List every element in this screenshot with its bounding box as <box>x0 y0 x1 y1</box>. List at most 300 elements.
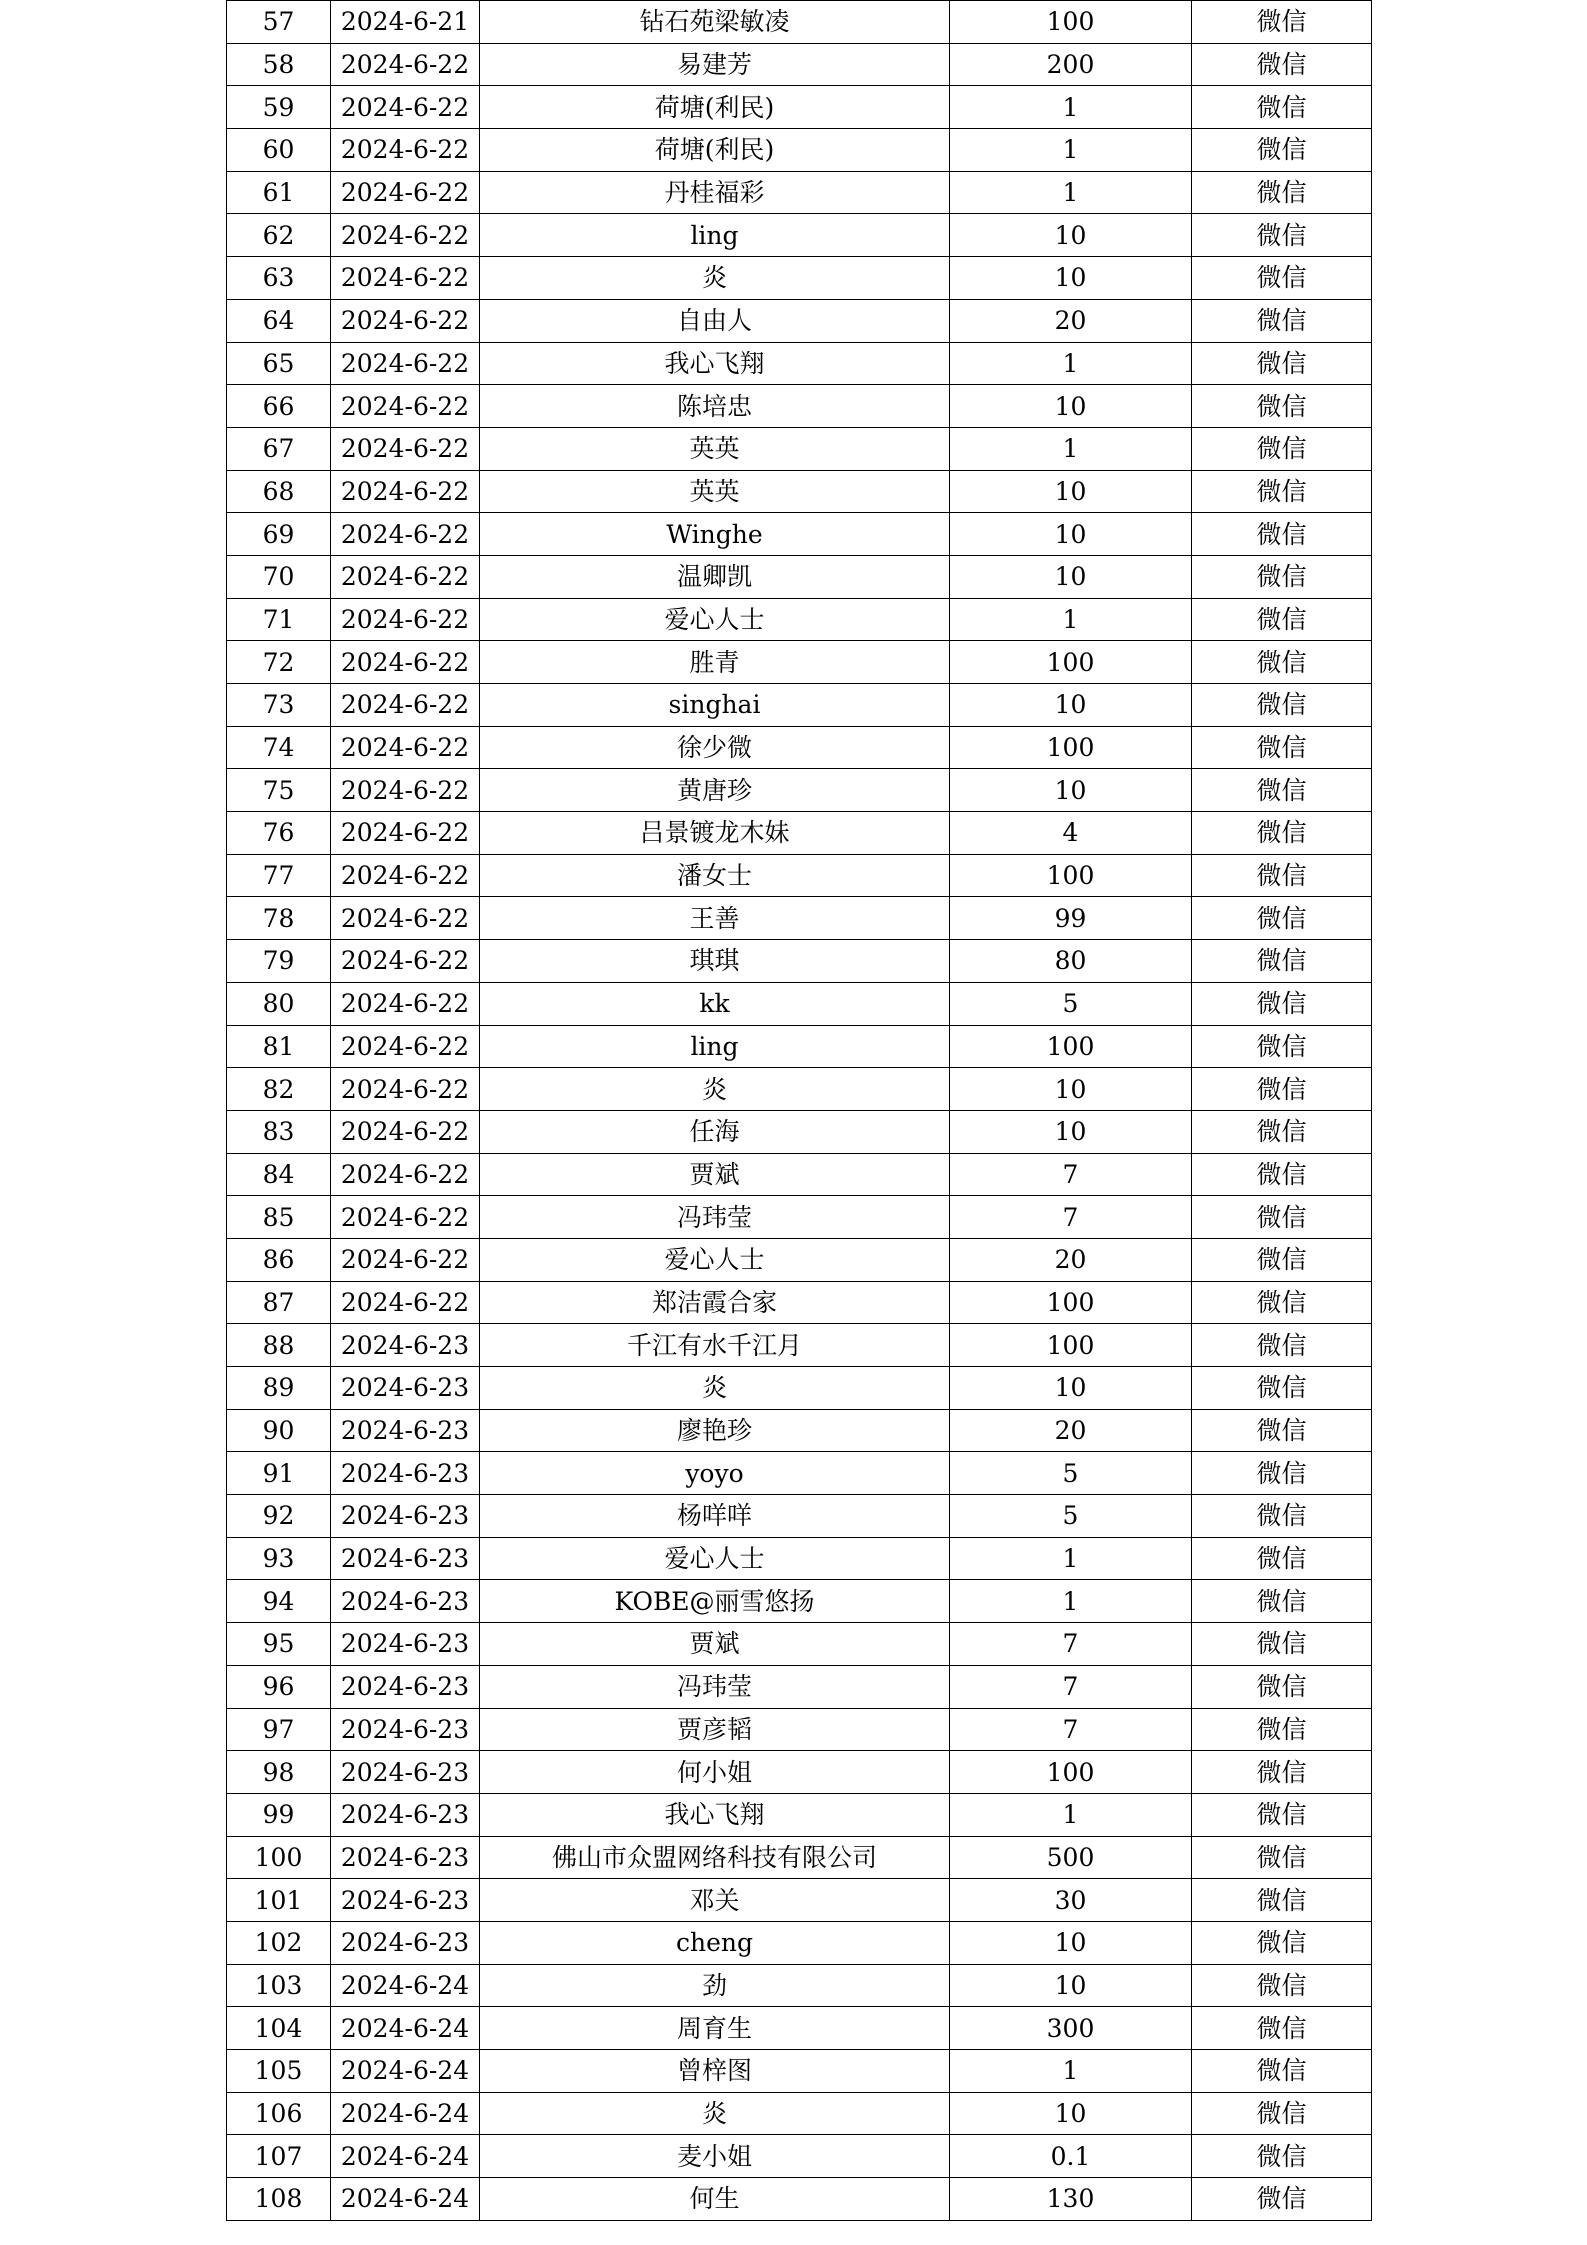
date-cell: 2024-6-22 <box>331 1068 480 1111</box>
donor-name-cell: 自由人 <box>480 299 950 342</box>
table-row <box>227 1495 1372 1538</box>
donor-name-cell: 曾梓图 <box>480 2050 950 2093</box>
amount-cell: 80 <box>950 940 1192 983</box>
donor-name-cell: 炎 <box>480 2092 950 2135</box>
payment-channel-cell: 微信 <box>1192 1409 1372 1452</box>
table-row <box>227 1580 1372 1623</box>
serial-number-cell: 104 <box>227 2007 331 2050</box>
payment-channel-cell: 微信 <box>1192 1068 1372 1111</box>
amount-cell: 10 <box>950 470 1192 513</box>
serial-number-cell: 75 <box>227 769 331 812</box>
serial-number-cell: 105 <box>227 2050 331 2093</box>
serial-number-cell: 59 <box>227 86 331 129</box>
donor-name-cell: 佛山市众盟网络科技有限公司 <box>480 1836 950 1879</box>
payment-channel-cell: 微信 <box>1192 470 1372 513</box>
date-cell: 2024-6-22 <box>331 555 480 598</box>
donor-name-cell: 贾彦韬 <box>480 1708 950 1751</box>
date-cell: 2024-6-22 <box>331 385 480 428</box>
table-row <box>227 1025 1372 1068</box>
serial-number-cell: 63 <box>227 257 331 300</box>
date-cell: 2024-6-22 <box>331 1153 480 1196</box>
table-row <box>227 1921 1372 1964</box>
date-cell: 2024-6-23 <box>331 1367 480 1410</box>
date-cell: 2024-6-22 <box>331 86 480 129</box>
serial-number-cell: 80 <box>227 982 331 1025</box>
amount-cell: 1 <box>950 1793 1192 1836</box>
donor-name-cell: 何生 <box>480 2178 950 2221</box>
serial-number-cell: 67 <box>227 427 331 470</box>
amount-cell: 20 <box>950 1238 1192 1281</box>
donor-name-cell: 英英 <box>480 470 950 513</box>
date-cell: 2024-6-22 <box>331 641 480 684</box>
payment-channel-cell: 微信 <box>1192 1110 1372 1153</box>
amount-cell: 4 <box>950 812 1192 855</box>
table-row <box>227 982 1372 1025</box>
table-row <box>227 129 1372 172</box>
table-row <box>227 1879 1372 1922</box>
donor-name-cell: cheng <box>480 1921 950 1964</box>
amount-cell: 7 <box>950 1153 1192 1196</box>
payment-channel-cell: 微信 <box>1192 1281 1372 1324</box>
date-cell: 2024-6-24 <box>331 2135 480 2178</box>
table-row <box>227 2050 1372 2093</box>
amount-cell: 500 <box>950 1836 1192 1879</box>
donor-name-cell: 陈培忠 <box>480 385 950 428</box>
amount-cell: 10 <box>950 2092 1192 2135</box>
amount-cell: 5 <box>950 1452 1192 1495</box>
amount-cell: 100 <box>950 1281 1192 1324</box>
payment-channel-cell: 微信 <box>1192 1196 1372 1239</box>
table-row <box>227 1196 1372 1239</box>
donor-name-cell: 易建芳 <box>480 43 950 86</box>
payment-channel-cell: 微信 <box>1192 1367 1372 1410</box>
donor-name-cell: 炎 <box>480 1367 950 1410</box>
amount-cell: 10 <box>950 555 1192 598</box>
table-row <box>227 257 1372 300</box>
amount-cell: 10 <box>950 769 1192 812</box>
date-cell: 2024-6-23 <box>331 1708 480 1751</box>
payment-channel-cell: 微信 <box>1192 1836 1372 1879</box>
table-row <box>227 513 1372 556</box>
table-row <box>227 1324 1372 1367</box>
table-row <box>227 1793 1372 1836</box>
table-row <box>227 86 1372 129</box>
serial-number-cell: 106 <box>227 2092 331 2135</box>
date-cell: 2024-6-23 <box>331 1495 480 1538</box>
amount-cell: 10 <box>950 513 1192 556</box>
donor-name-cell: 爱心人士 <box>480 1537 950 1580</box>
table-row <box>227 1110 1372 1153</box>
table-row <box>227 897 1372 940</box>
table-row <box>227 684 1372 727</box>
amount-cell: 7 <box>950 1708 1192 1751</box>
table-row <box>227 214 1372 257</box>
payment-channel-cell: 微信 <box>1192 684 1372 727</box>
date-cell: 2024-6-22 <box>331 257 480 300</box>
table-row <box>227 940 1372 983</box>
table-row <box>227 43 1372 86</box>
amount-cell: 7 <box>950 1196 1192 1239</box>
date-cell: 2024-6-23 <box>331 1879 480 1922</box>
amount-cell: 1 <box>950 1580 1192 1623</box>
amount-cell: 100 <box>950 726 1192 769</box>
payment-channel-cell: 微信 <box>1192 1964 1372 2007</box>
donor-name-cell: 贾斌 <box>480 1153 950 1196</box>
donor-name-cell: 我心飞翔 <box>480 342 950 385</box>
donor-name-cell: 炎 <box>480 257 950 300</box>
date-cell: 2024-6-22 <box>331 726 480 769</box>
table-row <box>227 812 1372 855</box>
date-cell: 2024-6-23 <box>331 1751 480 1794</box>
amount-cell: 300 <box>950 2007 1192 2050</box>
donor-name-cell: ling <box>480 214 950 257</box>
table-row <box>227 1964 1372 2007</box>
payment-channel-cell: 微信 <box>1192 86 1372 129</box>
serial-number-cell: 65 <box>227 342 331 385</box>
payment-channel-cell: 微信 <box>1192 342 1372 385</box>
payment-channel-cell: 微信 <box>1192 2050 1372 2093</box>
donor-name-cell: 我心飞翔 <box>480 1793 950 1836</box>
amount-cell: 100 <box>950 854 1192 897</box>
table-row <box>227 1665 1372 1708</box>
donor-name-cell: 千江有水千江月 <box>480 1324 950 1367</box>
amount-cell: 1 <box>950 427 1192 470</box>
date-cell: 2024-6-22 <box>331 1281 480 1324</box>
donor-name-cell: 钻石苑梁敏凌 <box>480 1 950 44</box>
amount-cell: 1 <box>950 171 1192 214</box>
payment-channel-cell: 微信 <box>1192 2178 1372 2221</box>
donor-name-cell: 王善 <box>480 897 950 940</box>
payment-channel-cell: 微信 <box>1192 1025 1372 1068</box>
payment-channel-cell: 微信 <box>1192 1793 1372 1836</box>
payment-channel-cell: 微信 <box>1192 214 1372 257</box>
donor-name-cell: 吕景镀龙木妹 <box>480 812 950 855</box>
serial-number-cell: 94 <box>227 1580 331 1623</box>
serial-number-cell: 69 <box>227 513 331 556</box>
table-row <box>227 726 1372 769</box>
serial-number-cell: 57 <box>227 1 331 44</box>
table-row <box>227 299 1372 342</box>
table-row <box>227 1452 1372 1495</box>
amount-cell: 10 <box>950 1367 1192 1410</box>
serial-number-cell: 96 <box>227 1665 331 1708</box>
payment-channel-cell: 微信 <box>1192 1879 1372 1922</box>
amount-cell: 10 <box>950 1964 1192 2007</box>
date-cell: 2024-6-23 <box>331 1324 480 1367</box>
amount-cell: 7 <box>950 1623 1192 1666</box>
date-cell: 2024-6-23 <box>331 1409 480 1452</box>
donor-name-cell: 爱心人士 <box>480 1238 950 1281</box>
amount-cell: 1 <box>950 129 1192 172</box>
donor-name-cell: 冯玮莹 <box>480 1196 950 1239</box>
table-row <box>227 1 1372 44</box>
payment-channel-cell: 微信 <box>1192 641 1372 684</box>
donor-name-cell: 温卿凯 <box>480 555 950 598</box>
table-row <box>227 1708 1372 1751</box>
table-row <box>227 171 1372 214</box>
table-row <box>227 385 1372 428</box>
payment-channel-cell: 微信 <box>1192 1153 1372 1196</box>
serial-number-cell: 91 <box>227 1452 331 1495</box>
date-cell: 2024-6-24 <box>331 2178 480 2221</box>
donor-name-cell: 潘女士 <box>480 854 950 897</box>
date-cell: 2024-6-22 <box>331 897 480 940</box>
donor-name-cell: 廖艳珍 <box>480 1409 950 1452</box>
donor-name-cell: 杨咩咩 <box>480 1495 950 1538</box>
donor-name-cell: Winghe <box>480 513 950 556</box>
payment-channel-cell: 微信 <box>1192 1665 1372 1708</box>
amount-cell: 1 <box>950 1537 1192 1580</box>
date-cell: 2024-6-22 <box>331 854 480 897</box>
table-row <box>227 470 1372 513</box>
table-row <box>227 1281 1372 1324</box>
donor-name-cell: 周育生 <box>480 2007 950 2050</box>
payment-channel-cell: 微信 <box>1192 940 1372 983</box>
serial-number-cell: 84 <box>227 1153 331 1196</box>
amount-cell: 1 <box>950 2050 1192 2093</box>
payment-channel-cell: 微信 <box>1192 1623 1372 1666</box>
donor-name-cell: 麦小姐 <box>480 2135 950 2178</box>
payment-channel-cell: 微信 <box>1192 171 1372 214</box>
amount-cell: 10 <box>950 214 1192 257</box>
amount-cell: 100 <box>950 641 1192 684</box>
date-cell: 2024-6-24 <box>331 1964 480 2007</box>
amount-cell: 20 <box>950 1409 1192 1452</box>
donor-name-cell: 琪琪 <box>480 940 950 983</box>
date-cell: 2024-6-24 <box>331 2092 480 2135</box>
payment-channel-cell: 微信 <box>1192 1238 1372 1281</box>
payment-channel-cell: 微信 <box>1192 897 1372 940</box>
payment-channel-cell: 微信 <box>1192 1580 1372 1623</box>
payment-channel-cell: 微信 <box>1192 2135 1372 2178</box>
amount-cell: 5 <box>950 1495 1192 1538</box>
date-cell: 2024-6-22 <box>331 427 480 470</box>
serial-number-cell: 99 <box>227 1793 331 1836</box>
table-row <box>227 555 1372 598</box>
serial-number-cell: 88 <box>227 1324 331 1367</box>
donor-name-cell: 贾斌 <box>480 1623 950 1666</box>
payment-channel-cell: 微信 <box>1192 1708 1372 1751</box>
table-row <box>227 1409 1372 1452</box>
serial-number-cell: 82 <box>227 1068 331 1111</box>
date-cell: 2024-6-22 <box>331 982 480 1025</box>
serial-number-cell: 83 <box>227 1110 331 1153</box>
payment-channel-cell: 微信 <box>1192 598 1372 641</box>
table-row <box>227 342 1372 385</box>
donor-name-cell: yoyo <box>480 1452 950 1495</box>
payment-channel-cell: 微信 <box>1192 1921 1372 1964</box>
donor-name-cell: 劲 <box>480 1964 950 2007</box>
donor-name-cell: kk <box>480 982 950 1025</box>
amount-cell: 130 <box>950 2178 1192 2221</box>
table-row <box>227 2092 1372 2135</box>
payment-channel-cell: 微信 <box>1192 1324 1372 1367</box>
table-row <box>227 1623 1372 1666</box>
donor-name-cell: 荷塘(利民) <box>480 86 950 129</box>
donor-name-cell: 胜青 <box>480 641 950 684</box>
serial-number-cell: 108 <box>227 2178 331 2221</box>
payment-channel-cell: 微信 <box>1192 1751 1372 1794</box>
serial-number-cell: 73 <box>227 684 331 727</box>
donor-name-cell: 爱心人士 <box>480 598 950 641</box>
amount-cell: 99 <box>950 897 1192 940</box>
donor-name-cell: 炎 <box>480 1068 950 1111</box>
date-cell: 2024-6-22 <box>331 1025 480 1068</box>
donor-name-cell: 徐少微 <box>480 726 950 769</box>
serial-number-cell: 68 <box>227 470 331 513</box>
payment-channel-cell: 微信 <box>1192 1452 1372 1495</box>
serial-number-cell: 74 <box>227 726 331 769</box>
date-cell: 2024-6-22 <box>331 684 480 727</box>
serial-number-cell: 90 <box>227 1409 331 1452</box>
serial-number-cell: 60 <box>227 129 331 172</box>
amount-cell: 0.1 <box>950 2135 1192 2178</box>
date-cell: 2024-6-22 <box>331 129 480 172</box>
payment-channel-cell: 微信 <box>1192 299 1372 342</box>
table-row <box>227 2007 1372 2050</box>
payment-channel-cell: 微信 <box>1192 1495 1372 1538</box>
date-cell: 2024-6-22 <box>331 171 480 214</box>
serial-number-cell: 89 <box>227 1367 331 1410</box>
donor-name-cell: 英英 <box>480 427 950 470</box>
payment-channel-cell: 微信 <box>1192 513 1372 556</box>
date-cell: 2024-6-22 <box>331 940 480 983</box>
amount-cell: 10 <box>950 684 1192 727</box>
serial-number-cell: 76 <box>227 812 331 855</box>
table-row <box>227 1238 1372 1281</box>
donor-name-cell: 邓关 <box>480 1879 950 1922</box>
donation-table-body <box>227 1 1372 2221</box>
date-cell: 2024-6-22 <box>331 214 480 257</box>
amount-cell: 10 <box>950 1921 1192 1964</box>
serial-number-cell: 78 <box>227 897 331 940</box>
date-cell: 2024-6-23 <box>331 1836 480 1879</box>
serial-number-cell: 79 <box>227 940 331 983</box>
date-cell: 2024-6-23 <box>331 1665 480 1708</box>
serial-number-cell: 97 <box>227 1708 331 1751</box>
payment-channel-cell: 微信 <box>1192 854 1372 897</box>
amount-cell: 100 <box>950 1751 1192 1794</box>
table-row <box>227 598 1372 641</box>
amount-cell: 1 <box>950 342 1192 385</box>
date-cell: 2024-6-22 <box>331 513 480 556</box>
date-cell: 2024-6-22 <box>331 470 480 513</box>
serial-number-cell: 81 <box>227 1025 331 1068</box>
amount-cell: 100 <box>950 1324 1192 1367</box>
serial-number-cell: 61 <box>227 171 331 214</box>
date-cell: 2024-6-22 <box>331 1110 480 1153</box>
payment-channel-cell: 微信 <box>1192 726 1372 769</box>
amount-cell: 10 <box>950 1110 1192 1153</box>
serial-number-cell: 100 <box>227 1836 331 1879</box>
amount-cell: 100 <box>950 1 1192 44</box>
date-cell: 2024-6-22 <box>331 812 480 855</box>
donor-name-cell: singhai <box>480 684 950 727</box>
table-row <box>227 641 1372 684</box>
amount-cell: 200 <box>950 43 1192 86</box>
amount-cell: 30 <box>950 1879 1192 1922</box>
donor-name-cell: 荷塘(利民) <box>480 129 950 172</box>
donor-name-cell: 丹桂福彩 <box>480 171 950 214</box>
serial-number-cell: 62 <box>227 214 331 257</box>
serial-number-cell: 70 <box>227 555 331 598</box>
date-cell: 2024-6-22 <box>331 299 480 342</box>
donor-name-cell: 任海 <box>480 1110 950 1153</box>
date-cell: 2024-6-22 <box>331 342 480 385</box>
amount-cell: 1 <box>950 598 1192 641</box>
payment-channel-cell: 微信 <box>1192 2092 1372 2135</box>
payment-channel-cell: 微信 <box>1192 385 1372 428</box>
payment-channel-cell: 微信 <box>1192 555 1372 598</box>
donor-name-cell: KOBE@丽雪悠扬 <box>480 1580 950 1623</box>
payment-channel-cell: 微信 <box>1192 982 1372 1025</box>
amount-cell: 20 <box>950 299 1192 342</box>
serial-number-cell: 95 <box>227 1623 331 1666</box>
serial-number-cell: 93 <box>227 1537 331 1580</box>
serial-number-cell: 103 <box>227 1964 331 2007</box>
table-row <box>227 854 1372 897</box>
payment-channel-cell: 微信 <box>1192 1537 1372 1580</box>
donation-table <box>226 0 1372 2221</box>
payment-channel-cell: 微信 <box>1192 129 1372 172</box>
donor-name-cell: 冯玮莹 <box>480 1665 950 1708</box>
amount-cell: 10 <box>950 1068 1192 1111</box>
payment-channel-cell: 微信 <box>1192 812 1372 855</box>
serial-number-cell: 86 <box>227 1238 331 1281</box>
serial-number-cell: 58 <box>227 43 331 86</box>
serial-number-cell: 85 <box>227 1196 331 1239</box>
date-cell: 2024-6-22 <box>331 1196 480 1239</box>
serial-number-cell: 107 <box>227 2135 331 2178</box>
amount-cell: 100 <box>950 1025 1192 1068</box>
table-row <box>227 427 1372 470</box>
donation-list-page <box>226 0 1371 2221</box>
table-row <box>227 769 1372 812</box>
donor-name-cell: ling <box>480 1025 950 1068</box>
date-cell: 2024-6-23 <box>331 1580 480 1623</box>
date-cell: 2024-6-23 <box>331 1921 480 1964</box>
table-row <box>227 1153 1372 1196</box>
serial-number-cell: 66 <box>227 385 331 428</box>
donor-name-cell: 黄唐珍 <box>480 769 950 812</box>
amount-cell: 10 <box>950 257 1192 300</box>
table-row <box>227 1537 1372 1580</box>
serial-number-cell: 98 <box>227 1751 331 1794</box>
amount-cell: 10 <box>950 385 1192 428</box>
date-cell: 2024-6-22 <box>331 43 480 86</box>
amount-cell: 1 <box>950 86 1192 129</box>
payment-channel-cell: 微信 <box>1192 1 1372 44</box>
date-cell: 2024-6-23 <box>331 1793 480 1836</box>
date-cell: 2024-6-22 <box>331 769 480 812</box>
serial-number-cell: 77 <box>227 854 331 897</box>
serial-number-cell: 71 <box>227 598 331 641</box>
date-cell: 2024-6-23 <box>331 1537 480 1580</box>
table-row <box>227 1751 1372 1794</box>
payment-channel-cell: 微信 <box>1192 257 1372 300</box>
amount-cell: 5 <box>950 982 1192 1025</box>
serial-number-cell: 102 <box>227 1921 331 1964</box>
serial-number-cell: 87 <box>227 1281 331 1324</box>
date-cell: 2024-6-23 <box>331 1623 480 1666</box>
payment-channel-cell: 微信 <box>1192 427 1372 470</box>
donor-name-cell: 郑洁霞合家 <box>480 1281 950 1324</box>
date-cell: 2024-6-21 <box>331 1 480 44</box>
date-cell: 2024-6-23 <box>331 1452 480 1495</box>
payment-channel-cell: 微信 <box>1192 769 1372 812</box>
table-row <box>227 1836 1372 1879</box>
table-row <box>227 1068 1372 1111</box>
